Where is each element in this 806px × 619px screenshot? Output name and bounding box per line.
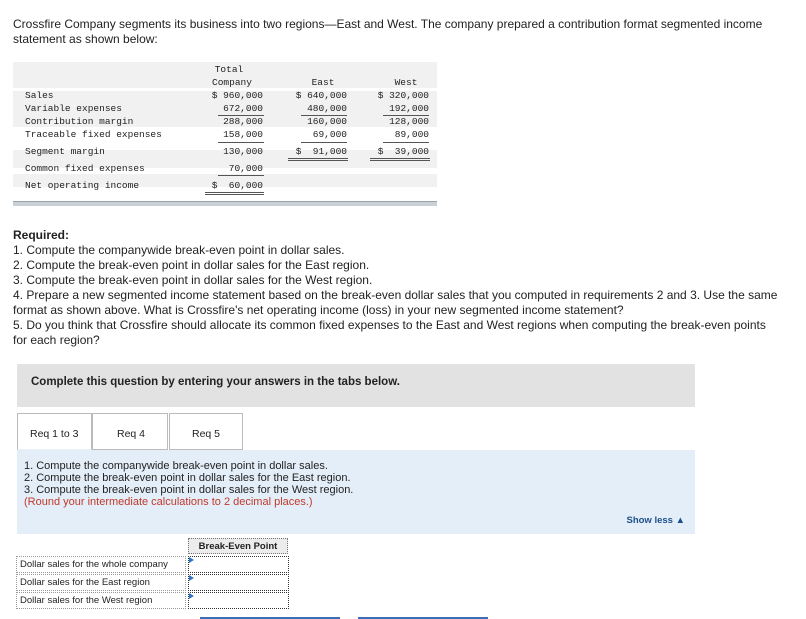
panel-line: 2. Compute the break-even point in dollar sales for the East region. [24,472,351,484]
sales-total: $ 960,000 [211,90,263,101]
break-even-west-input[interactable] [188,592,289,609]
double-rule [288,158,348,159]
row-label-contribution: Contribution margin [25,116,134,127]
complete-banner [17,364,695,407]
variable-west: 192,000 [389,103,429,114]
variable-total: 672,000 [223,103,263,114]
required-item: 1. Compute the companywide break-even point in dollar sales. [13,243,345,257]
double-rule [288,160,348,161]
common-fixed-total: 70,000 [228,163,263,174]
rounding-note: (Round your intermediate calculations to 2 decimal places.) [24,496,313,508]
row-label-east: Dollar sales for the East region [16,574,186,591]
traceable-east: 69,000 [312,129,347,140]
required-title: Required: [13,228,70,242]
contribution-west: 128,000 [389,116,429,127]
required-item: 5. Do you think that Crossfire should allocate its common fixed expenses to the East and West regions when computing the break-even points for each region? [13,318,766,347]
tab-label: Req 4 [117,428,146,440]
net-operating-total: $ 60,000 [211,180,263,191]
panel-line: 1. Compute the companywide break-even point in dollar sales. [24,460,328,472]
tab-req-5[interactable] [169,413,243,450]
row-label-west: Dollar sales for the West region [16,592,186,609]
flag-icon [189,575,194,581]
double-rule [370,158,430,159]
row-label-net-operating: Net operating income [25,180,140,191]
segmented-income-statement [13,62,437,208]
header-company: Company [212,77,252,88]
traceable-west: 89,000 [394,129,429,140]
tab-label: Req 1 to 3 [30,428,79,440]
double-rule [205,194,264,195]
header-west: West [394,77,418,88]
contribution-total: 288,000 [223,116,263,127]
question-panel [17,450,695,534]
header-total: Total [214,64,244,75]
tab-req-1-to-3[interactable] [17,413,92,450]
statement-bottom-bar [13,201,437,206]
rule [301,142,347,143]
header-east: East [311,77,335,88]
requirements [13,228,783,348]
traceable-total: 158,000 [223,129,263,140]
contribution-east: 160,000 [307,116,347,127]
row-label-traceable: Traceable fixed expenses [25,129,162,140]
row-label-segment-margin: Segment margin [25,146,105,157]
flag-icon [189,593,194,599]
rule [218,175,264,176]
panel-line: 3. Compute the break-even point in dollar sales for the West region. [24,484,354,496]
segment-margin-east: $ 91,000 [295,146,347,157]
segment-margin-total: 130,000 [223,146,263,157]
break-even-east-input[interactable] [188,574,289,591]
row-label-common-fixed: Common fixed expenses [25,163,145,174]
required-item: 2. Compute the break-even point in dollar sales for the East region. [13,258,370,272]
sales-east: $ 640,000 [295,90,347,101]
row-label-sales: Sales [25,90,54,101]
sales-west: $ 320,000 [377,90,429,101]
intro-text: Crossfire Company segments its business into two regions—East and West. The company prepared a contribution format segmented income statement as shown below: [13,17,763,46]
rule [383,142,429,143]
double-rule [370,160,430,161]
required-item: 3. Compute the break-even point in dollar sales for the West region. [13,273,373,287]
break-even-whole-company-input[interactable] [188,556,289,573]
rule [218,142,264,143]
flag-icon [189,557,194,563]
row-label-whole-company: Dollar sales for the whole company [16,556,186,573]
tab-req-4[interactable] [92,413,168,450]
row-label-variable: Variable expenses [25,103,122,114]
tab-label: Req 5 [192,428,221,440]
variable-east: 480,000 [307,103,347,114]
show-less-link[interactable]: Show less ▲ [626,515,685,526]
required-item: 4. Prepare a new segmented income statement based on the break-even dollar sales that you computed in requirements 2 and 3. Use the same format as shown above. What is Crossfire's net operating income (loss) in your new segmented income statement? [13,288,778,317]
complete-banner-text: Complete this question by entering your answers in the tabs below. [31,376,400,388]
double-rule [205,192,264,193]
break-even-header: Break-Even Point [188,538,288,554]
segment-margin-west: $ 39,000 [377,146,429,157]
